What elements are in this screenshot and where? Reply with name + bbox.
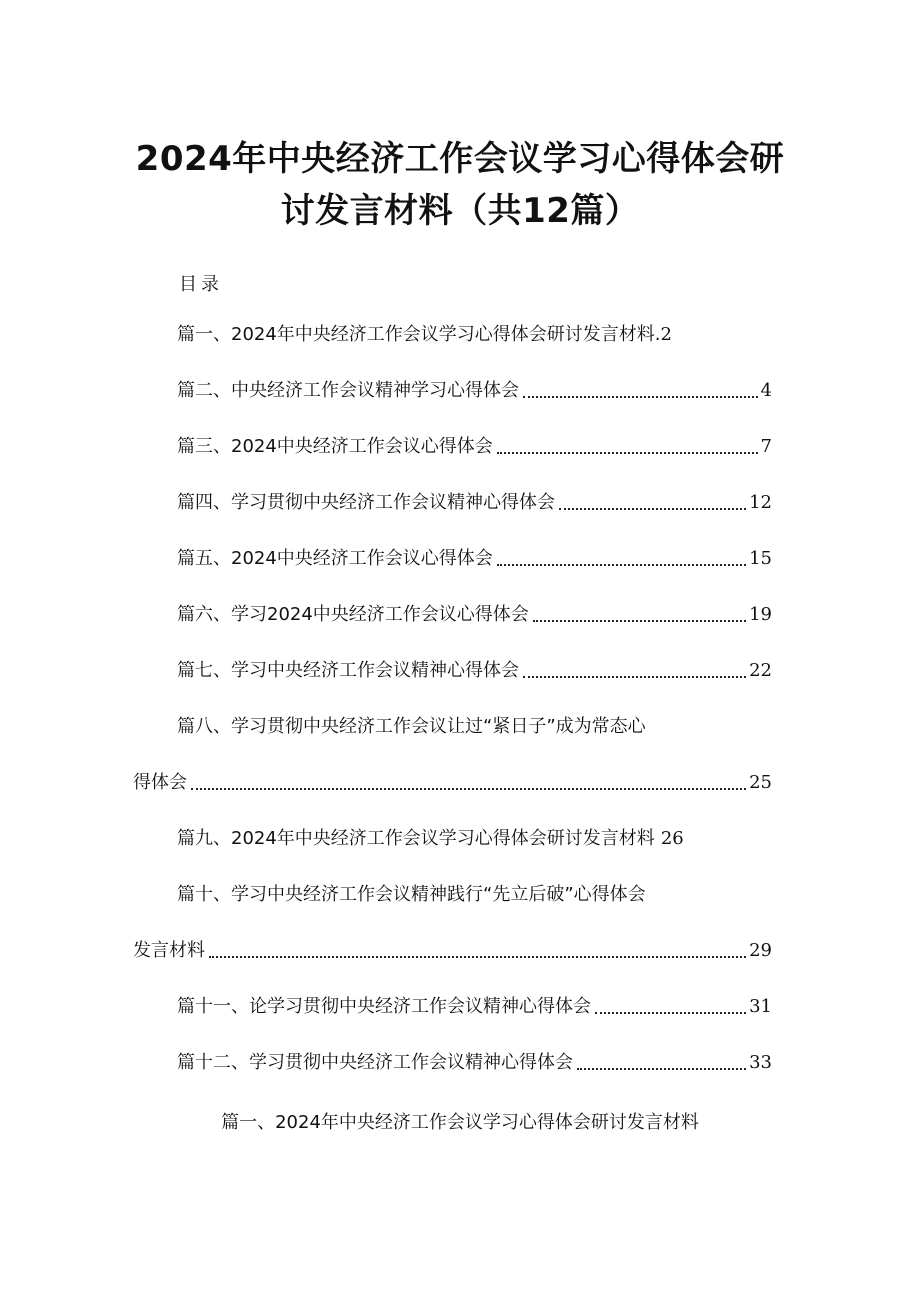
toc-entry-6[interactable] — [177, 602, 772, 628]
toc-leader-dots — [523, 396, 758, 398]
toc-entry-2[interactable] — [177, 378, 772, 404]
toc-entry-text-continued: 发言材料 — [133, 940, 205, 961]
toc-entry-text: 篇四、学习贯彻中央经济工作会议精神心得体会 — [177, 492, 555, 513]
document-title-line-2: 讨发言材料（共12篇） — [280, 191, 640, 231]
toc-entry-text-continued: 得体会 — [133, 772, 187, 793]
document-title-line-1: 2024年中央经济工作会议学习心得体会研 — [135, 139, 785, 179]
toc-entry-page: 33 — [749, 1052, 772, 1073]
section-heading: 篇一、2024年中央经济工作会议学习心得体会研讨发言材料 — [221, 1112, 699, 1133]
toc-entry-text: 篇十一、论学习贯彻中央经济工作会议精神心得体会 — [177, 996, 591, 1017]
toc-entry-text: 篇五、2024中央经济工作会议心得体会 — [177, 548, 493, 569]
toc-entry-text: 篇三、2024中央经济工作会议心得体会 — [177, 436, 493, 457]
toc-entry-page: 25 — [749, 772, 772, 793]
toc-entry-text: 篇十、学习中央经济工作会议精神践行“先立后破”心得体会 — [177, 884, 646, 905]
toc-leader-dots — [497, 564, 746, 566]
toc-entry-10-continuation[interactable] — [133, 938, 772, 964]
toc-entry-5[interactable] — [177, 546, 772, 572]
toc-leader-dots — [595, 1012, 746, 1014]
toc-leader-dots — [497, 452, 758, 454]
toc-entry-page: 26 — [660, 828, 684, 849]
toc-entry-page: 12 — [749, 492, 772, 513]
toc-entry-page: 31 — [749, 996, 772, 1017]
toc-entry-12[interactable] — [177, 1050, 772, 1076]
toc-entry-page: 19 — [749, 604, 772, 625]
toc-entry-page: 7 — [760, 436, 772, 457]
toc-entry-10[interactable] — [177, 882, 772, 908]
toc-entry-page: 2 — [660, 324, 672, 345]
toc-entry-9[interactable] — [177, 826, 772, 852]
toc-entry-8[interactable] — [177, 714, 772, 740]
toc-entry-text: 篇二、中央经济工作会议精神学习心得体会 — [177, 380, 519, 401]
toc-entry-7[interactable] — [177, 658, 772, 684]
toc-leader-dots — [533, 620, 746, 622]
toc-entry-8-continuation[interactable] — [133, 770, 772, 796]
toc-leader-dots — [577, 1068, 746, 1070]
toc-entry-text: 篇八、学习贯彻中央经济工作会议让过“紧日子”成为常态心 — [177, 716, 646, 737]
toc-entry-page: 29 — [749, 940, 772, 961]
toc-entry-page: 4 — [760, 380, 772, 401]
toc-entry-text: 篇九、2024年中央经济工作会议学习心得体会研讨发言材料 — [177, 828, 655, 849]
toc-entry-page: 22 — [749, 660, 772, 681]
toc-label: 目录 — [179, 274, 223, 295]
toc-entry-text: 篇一、2024年中央经济工作会议学习心得体会研讨发言材料. — [177, 324, 661, 345]
toc-entry-text: 篇七、学习中央经济工作会议精神心得体会 — [177, 660, 519, 681]
toc-leader-dots — [191, 788, 746, 790]
toc-entry-page: 15 — [749, 548, 772, 569]
toc-leader-dots — [523, 676, 746, 678]
toc-entry-11[interactable] — [177, 994, 772, 1020]
toc-entry-4[interactable] — [177, 490, 772, 516]
toc-entry-text: 篇六、学习2024中央经济工作会议心得体会 — [177, 604, 529, 625]
toc-leader-dots — [559, 508, 746, 510]
toc-entry-1[interactable] — [177, 322, 772, 348]
toc-entry-3[interactable] — [177, 434, 772, 460]
toc-entry-text: 篇十二、学习贯彻中央经济工作会议精神心得体会 — [177, 1052, 573, 1073]
toc-leader-dots — [209, 956, 746, 958]
